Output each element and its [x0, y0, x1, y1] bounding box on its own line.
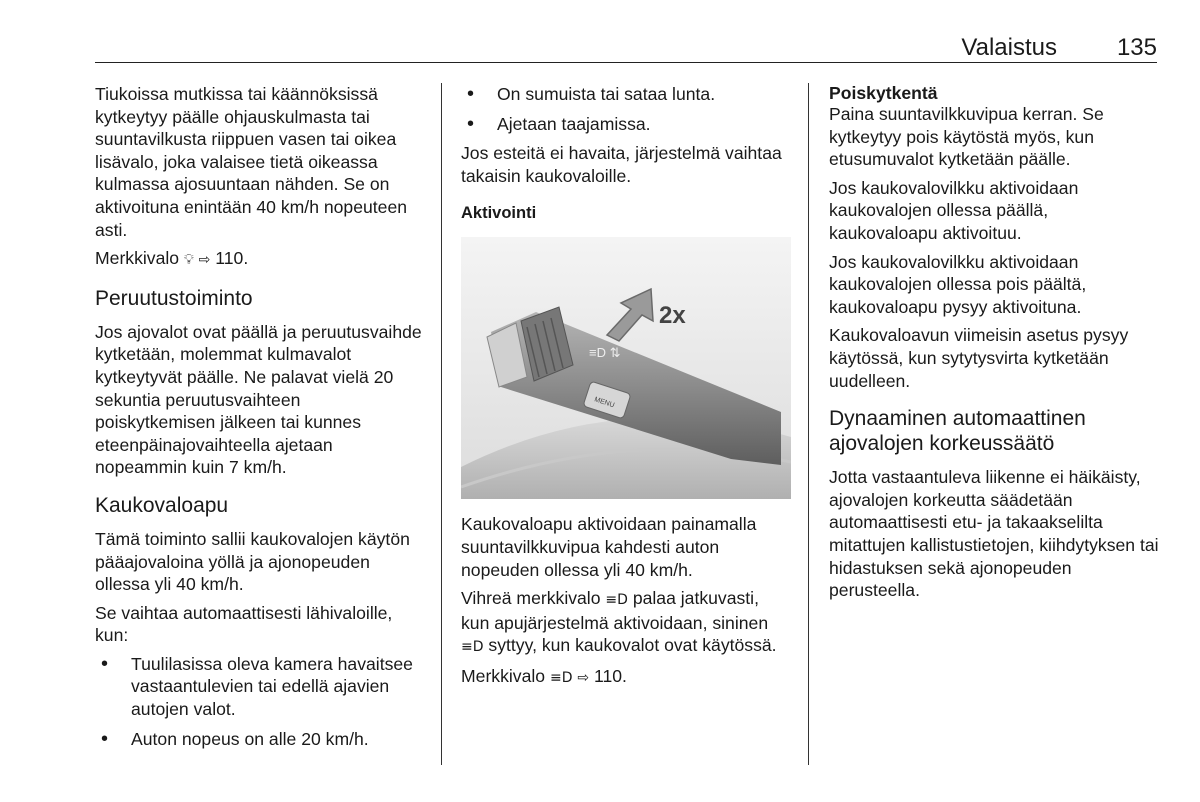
list-item: • Tuulilasissa oleva kamera havaitsee vastaantulevien tai edellä ajavien autojen valot.: [101, 652, 413, 720]
column-2: [461, 83, 791, 696]
bullet-list: [95, 653, 425, 750]
bullet-list: [461, 83, 791, 135]
column-divider: [441, 83, 442, 765]
paragraph: Vihreä merkkivalo ≡D palaa jatkuvasti, kun apujärjestelmä aktivoidaan, sininen ≡D syttyy, kun kaukovalot ovat käytössä.: [461, 588, 777, 656]
blue-highbeam-icon: ≡D: [461, 639, 484, 656]
paragraph: Jos ajovalot ovat päällä ja peruutusvaihde kytketään, molemmat kulmavalot kytkeytyvät päälle. Ne palavat vielä 20 sekuntia peruutusvaihteen poiskytkemisen jälkeen tai kunnes eteenpäinajovaihteella ajetaan nopeammin kuin 7 km/h.: [95, 321, 422, 478]
column-1: [95, 83, 425, 757]
arrow-reference-icon[interactable]: ⇨: [577, 669, 590, 686]
highbeam-symbol: ≡D ⇅: [589, 345, 621, 361]
paragraph: Kaukovaloapu aktivoidaan painamalla suuntavilkkuvipua kahdesti auton nopeuden ollessa yli 40 km/h.: [461, 514, 757, 580]
page-number: 135: [1116, 34, 1157, 61]
paragraph: Jotta vastaantuleva liikenne ei häikäisty, ajovalojen korkeutta säädetään automaattisesti etu- ja takaakselilta mitattujen kallistustietojen, kiihdytyksen tai hidastuksen sekä ajonopeuden perusteella.: [829, 467, 1159, 601]
section-heading: Dynaaminen automaattinen ajovalojen korkeussäätö: [829, 407, 1086, 456]
arrow-reference-icon[interactable]: ⇨: [198, 252, 211, 269]
paragraph: Kaukovaloavun viimeisin asetus pysyy käytössä, kun sytytysvirta kytketään uudelleen.: [829, 325, 1129, 391]
list-item: • Ajetaan taajamissa.: [467, 112, 651, 135]
turn-signal-stalk-figure: [461, 237, 791, 499]
paragraph: Se vaihtaa automaattisesti lähivaloille, kun:: [95, 602, 393, 646]
column-3: [829, 83, 1159, 608]
paragraph: Jos kaukovalovilkku aktivoidaan kaukovalojen ollessa päällä, kaukovaloapu aktivoituu.: [829, 177, 1079, 243]
section-heading: Kaukovaloapu: [95, 493, 229, 517]
press-count-label: 2x: [659, 302, 686, 330]
list-item: • On sumuista tai sataa lunta.: [467, 83, 716, 105]
cross-reference: Merkkivalo 💡︎ ⇨ 110.: [95, 248, 249, 269]
paragraph: Jos esteitä ei havaita, järjestelmä vaihtaa takaisin kaukovaloille.: [461, 143, 782, 186]
paragraph: Tämä toiminto sallii kaukovalojen käytön pääajovaloina yöllä ja ajonopeuden ollessa yli 40 km/h.: [95, 528, 410, 595]
list-item: • Auton nopeus on alle 20 km/h.: [101, 727, 369, 750]
cornering-light-icon: 💡︎: [183, 252, 194, 269]
paragraph: Jos kaukovalovilkku aktivoidaan kaukovalojen ollessa pois päältä, kaukovaloapu pysyy aktivoituna.: [829, 251, 1087, 317]
subheading: Poiskytkentä: [829, 83, 938, 103]
cross-reference: Merkkivalo ≡D ⇨ 110.: [461, 665, 627, 686]
paragraph: Paina suuntavilkkuvipua kerran. Se kytkeytyy pois käytöstä myös, kun etusumuvalot kytketään päälle.: [829, 104, 1104, 170]
menu-button-label: MENU: [593, 396, 616, 410]
green-highbeam-assist-icon: ≡D: [605, 592, 628, 609]
page-header: [95, 30, 1157, 63]
paragraph: Tiukoissa mutkissa tai käännöksissä kytkeytyy päälle ohjauskulmasta tai suuntavilkusta riippuen vasen tai oikea lisävalo, joka valaisee tietä oikeassa kulmassa ajosuuntaan nähden. Se on aktivoituna enintään 40 km/h nopeuteen asti.: [95, 84, 408, 240]
column-divider: [808, 83, 809, 765]
section-title: Valaistus: [961, 34, 1057, 61]
section-heading: Peruutustoiminto: [95, 286, 253, 310]
highbeam-assist-icon: ≡D: [549, 669, 573, 686]
subheading: Aktivointi: [461, 204, 537, 223]
stalk-illustration: [461, 237, 791, 499]
